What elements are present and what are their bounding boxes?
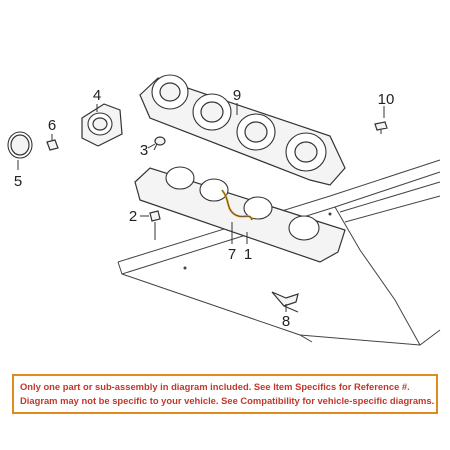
nut [150,211,160,240]
clip [272,292,298,312]
callout-8: 8 [281,313,291,330]
disclaimer-line-1: Only one part or sub-assembly in diagram included. See Item Specifics for Reference #. [20,381,410,392]
lens-housing [140,75,345,185]
callout-10: 10 [377,91,395,108]
callout-2: 2 [128,208,138,225]
socket-housing [82,104,122,146]
disclaimer-box [12,374,438,414]
screw-3 [154,137,165,150]
callout-1: 1 [243,246,253,263]
screw-10 [375,122,387,134]
callout-6: 6 [47,117,57,134]
callout-5: 5 [13,173,23,190]
bulb [47,140,58,150]
callout-4: 4 [92,87,102,104]
lens-cap [8,132,32,158]
callout-3: 3 [139,142,149,159]
callout-7: 7 [227,246,237,263]
disclaimer-line-2: Diagram may not be specific to your vehicle. See Compatibility for vehicle-specific diagrams. [20,395,435,406]
callout-9: 9 [232,87,242,104]
